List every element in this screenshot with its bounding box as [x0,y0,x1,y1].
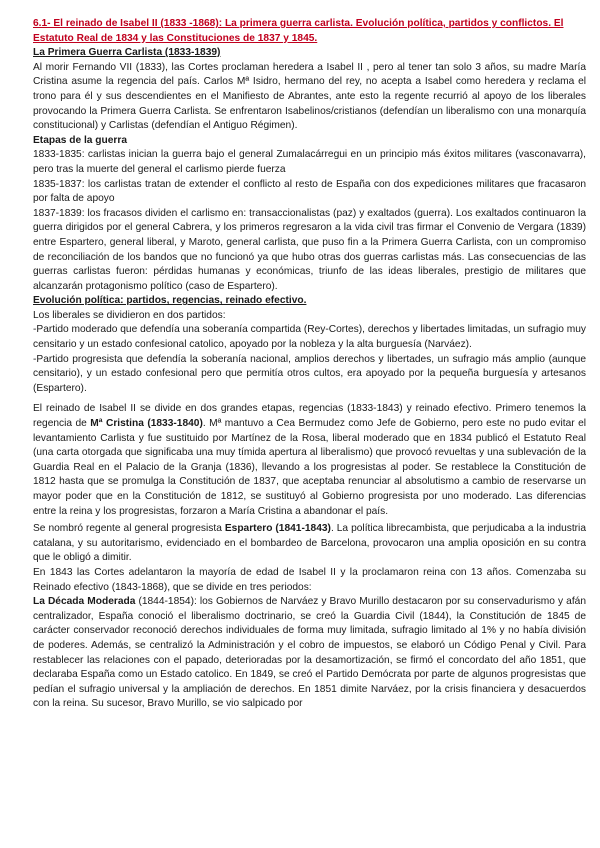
text-run: . Mª mantuvo a Cea Bermudez como Jefe de Gobierno, pero este no pudo evitar el levantamiento Carlista y fue sustituido por Martínez de la Rosa, liberal moderado que en 1834 publicó el Estatuto Real (una carta otorgada que significaba una muy tímida apertura al liberalismo) que provocó revueltas y una sublevación de la Guardia Real en el Palacio de la Granja (1836), llevando a los progresistas al poder. Se restablece la Constitución de 1812 hasta que se promulga la Constitución de 1837, que aceptaba renunciar al absolutismo a cambio de reservarse un mayor poder que en la Constitución de 1812, se sustituyó al Gobierno progresista por uno moderado. Las diferencias entre la reina y los progresistas, forzaron a María Cristina a abandonar el país. [33,418,586,517]
text-run: (1844-1854): los Gobiernos de Narváez y Bravo Murillo destacaron por su conservadurismo y afán centralizador, España conoció el liberalismo doctrinario, se creó la Guardia Civil (1844), la Constitución de 1845 de carácter conservador reconoció derechos individuales de forma muy limitada, sufragio limitado al 1% y no había división de poderes. Además, se centralizó la Administración y el cobro de impuestos, se elaboró un Código Penal y Civil. Para restablecer las relaciones con el papado, deterioradas por la desamortización, se firmó el concordato del año 1851, que declaraba España como un Estado catolico. En 1849, se creó el Partido Demócrata por parte de algunos progresistas que pedían el sufragio universal y la ampliación de derechos. En 1851 dimite Narváez, por la crisis financiera y desacuerdos con la reina. Su sucesor, Bravo Murillo, se vio salpicado por [33,596,586,710]
bold-espartero: Espartero (1841-1843) [224,523,331,535]
text-run: El reinado de Isabel II se divide en dos grandes etapas, regencias (1833-1843) y reinado efectivo. Primero tenemos la regencia de [33,403,586,430]
paragraph-stage-1: 1833-1835: carlistas inician la guerra bajo el general Zumalacárregui en un principio más éxitos militares (vasconavarra), pero tras la muerte del general el carlismo pierde fuerza [33,149,586,175]
bold-maria-cristina: Mª Cristina (1833-1840) [90,418,203,430]
paragraph-stage-3: 1837-1839: los fracasos dividen el carlismo en: transaccionalistas (paz) y exaltados (guerra). Los exaltados continuaron la guerra dirigidos por el general Cabrera, y los primeros regresaron a la vida civil tras firmar el Convenio de Vergara (1839) entre Espartero, general liberal, y Maroto, general carlista, que puso fin a la Primera Guerra Carlista, con un compromiso de reconciliación de los bandos que no funcionó ya que hubo otras dos guerras carlistas más. Las consecuencias de las guerras carlistas fueron: pérdidas humanas y económicas, triunfo de las ideas liberales, prestigio de militares que alcanzarán protagonismo político (caso de Espartero). [33,207,586,292]
bold-moderate-decade: La Década Moderada [33,596,136,608]
document-title: 6.1- El reinado de Isabel II (1833 -1868): La primera guerra carlista. Evolución política, partidos y conflictos. El Estatuto Real de 1834 y las Constituciones de 1837 y 1845. [33,18,564,44]
paragraph-regency-espartero [33,522,586,566]
paragraph-progressive-party: -Partido progresista que defendía la soberanía nacional, amplios derechos y libertades, un sufragio más amplio (aunque censitario), y un estado confesional pero que permitía otros cultos, era apoyado por la pequeña burguesía y artesanos (Espartero). [33,353,586,394]
paragraph-moderate-party: -Partido moderado que defendía una soberanía compartida (Rey-Cortes), derechos y libertades limitadas, un sufragio muy censitario y un estado confesional catolico, apoyado por la nobleza y la alta burguesía (Narváez). [33,324,586,351]
section-heading-political-evolution: Evolución política: partidos, regencias, reinado efectivo. [33,295,307,307]
paragraph-regency-maria-cristina [33,402,586,519]
section-heading-war-stages: Etapas de la guerra [33,134,127,146]
text-run: Se nombró regente al general progresista [33,523,225,535]
paragraph-moderate-decade [33,595,586,712]
paragraph-stage-2: 1835-1837: los carlistas tratan de extender el conflicto al resto de España con dos expediciones militares que fracasaron por falta de apoyo [33,178,586,205]
text-run: . La política librecambista, que perjudicaba a la industria catalana, y su autoritarismo, evidenciado en el bombardeo de Barcelona, provocaron una amplia oposición en su contra que le obligó a dimitir. [33,523,586,564]
paragraph-effective-reign: En 1843 las Cortes adelantaron la mayoría de edad de Isabel II y la proclamaron reina con 13 años. Comenzaba su Reinado efectivo (1843-1868), que se divide en tres periodos: [33,566,586,593]
paragraph-carlist-war-intro: Al morir Fernando VII (1833), las Cortes proclaman heredera a Isabel II , pero al tener tan solo 3 años, su madre María Cristina asume la regencia del país. Carlos Mª Isidro, hermano del rey, no acepta a Isabel como heredera y reclama el trono para él y sus descendientes en el Manifiesto de Abrantes, ante esto la regente recurrió al apoyo de los liberales provocando la Primera Guerra Carlista. Se enfrentaron Isabelinos/cristianos (defendían un liberalismo con una monarquía constitucional) y Carlistas (defendían el Antiguo Régimen). [33,61,586,132]
paragraph-parties-intro: Los liberales se dividieron en dos partidos: [33,309,226,321]
section-heading-first-carlist-war: La Primera Guerra Carlista (1833-1839) [33,47,221,59]
